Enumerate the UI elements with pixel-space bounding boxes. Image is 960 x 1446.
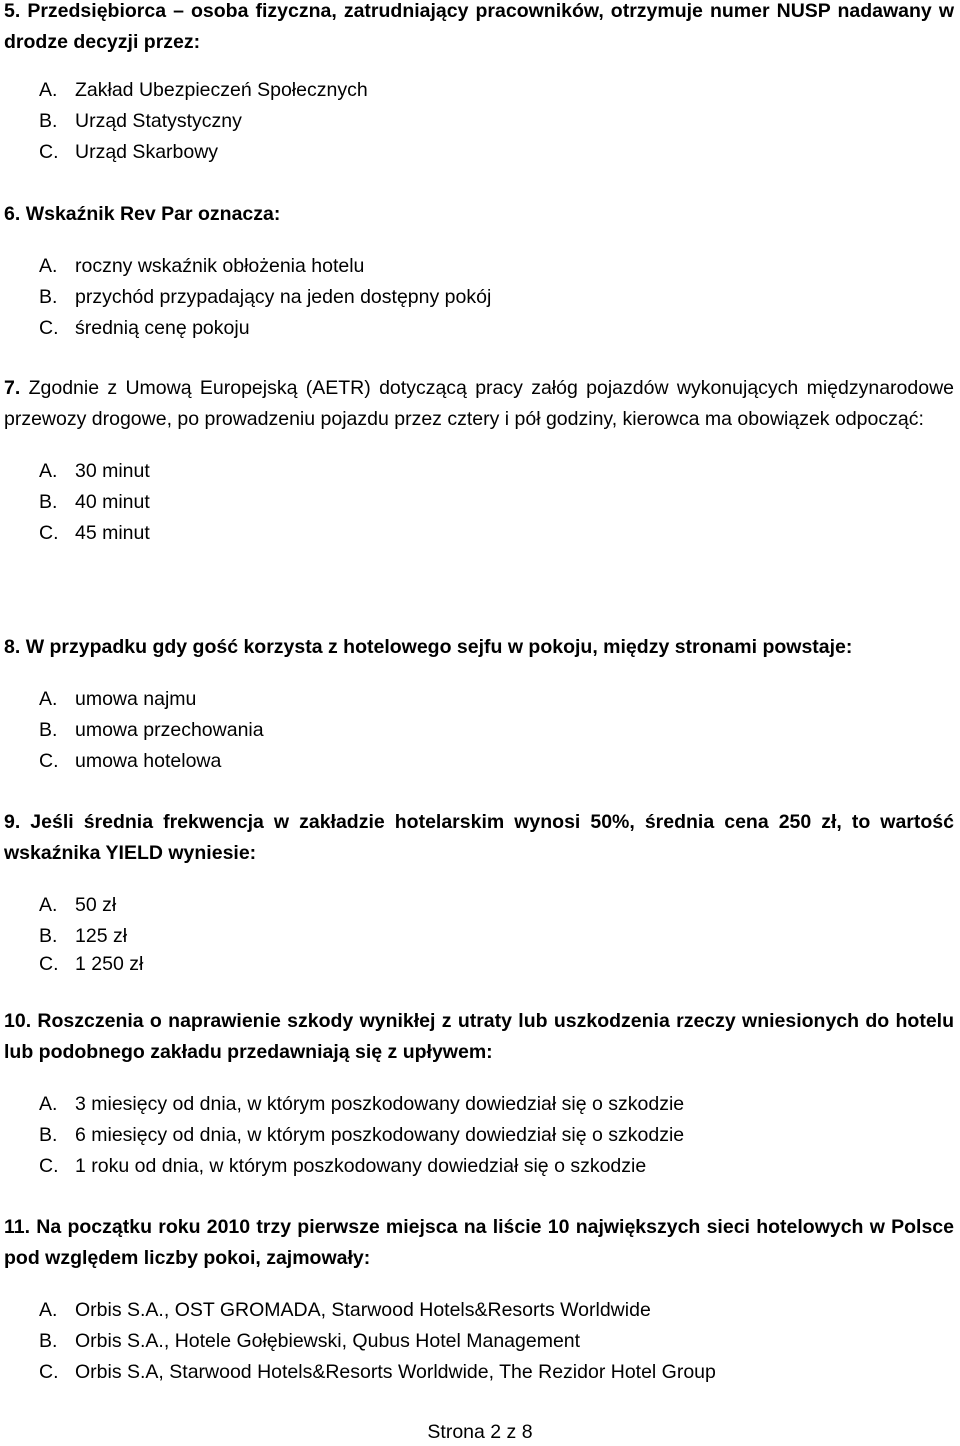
option-letter: C. bbox=[39, 317, 59, 339]
question-10 bbox=[4, 1006, 954, 1182]
option-letter: B. bbox=[39, 1330, 58, 1352]
question-10-text bbox=[4, 1006, 954, 1068]
option-letter: A. bbox=[39, 460, 58, 482]
option-letter: A. bbox=[39, 894, 58, 916]
question-number: 11. bbox=[4, 1216, 31, 1238]
question-number: 10. bbox=[4, 1010, 32, 1032]
option-text: umowa najmu bbox=[75, 688, 197, 710]
question-5-text bbox=[4, 0, 954, 58]
question-6-text bbox=[4, 199, 954, 230]
question-body: Zgodnie z Umową Europejską (AETR) dotyczącą pracy załóg pojazdów wykonujących międzynarodowe przewozy drogowe, po prowadzeniu pojazdu przez cztery i pół godziny, kierowca ma obowiązek odpocząć: bbox=[4, 377, 954, 430]
option-letter: C. bbox=[39, 141, 59, 163]
question-7 bbox=[4, 373, 954, 549]
option-b bbox=[4, 921, 954, 952]
option-text: 6 miesięcy od dnia, w którym poszkodowany dowiedział się o szkodzie bbox=[75, 1124, 685, 1146]
option-text: umowa przechowania bbox=[75, 719, 264, 741]
option-text: 1 roku od dnia, w którym poszkodowany dowiedział się o szkodzie bbox=[75, 1155, 647, 1177]
option-letter: A. bbox=[39, 1093, 58, 1115]
question-number: 9. bbox=[4, 811, 21, 833]
option-a bbox=[4, 890, 954, 921]
option-text: 50 zł bbox=[75, 894, 117, 916]
option-text: 125 zł bbox=[75, 925, 128, 947]
option-text: 40 minut bbox=[75, 491, 150, 513]
question-9 bbox=[4, 807, 954, 976]
question-number: 7. bbox=[4, 377, 21, 399]
option-c bbox=[4, 952, 954, 976]
option-letter: A. bbox=[39, 79, 58, 101]
option-text: Orbis S.A., Hotele Gołębiewski, Qubus Hotel Management bbox=[75, 1330, 581, 1352]
question-11-text bbox=[4, 1212, 954, 1274]
option-a bbox=[4, 684, 954, 715]
question-body: W przypadku gdy gość korzysta z hotelowego sejfu w pokoju, między stronami powstaje: bbox=[25, 636, 853, 658]
option-a bbox=[4, 1295, 954, 1326]
option-b bbox=[4, 106, 954, 137]
question-number: 5. bbox=[4, 0, 21, 22]
option-letter: A. bbox=[39, 1299, 58, 1321]
option-c bbox=[4, 1357, 954, 1388]
option-letter: C. bbox=[39, 1155, 59, 1177]
option-letter: B. bbox=[39, 286, 58, 308]
options-list bbox=[4, 1295, 954, 1388]
option-c bbox=[4, 518, 954, 549]
options-list bbox=[4, 75, 954, 168]
option-letter: B. bbox=[39, 491, 58, 513]
option-text: Zakład Ubezpieczeń Społecznych bbox=[75, 79, 368, 101]
options-list bbox=[4, 456, 954, 549]
option-text: 1 250 zł bbox=[75, 953, 144, 975]
option-b bbox=[4, 1120, 954, 1151]
option-b bbox=[4, 1326, 954, 1357]
options-list bbox=[4, 251, 954, 344]
option-text: umowa hotelowa bbox=[75, 750, 222, 772]
option-text: 45 minut bbox=[75, 522, 150, 544]
page-number: Strona 2 z 8 bbox=[427, 1421, 533, 1443]
option-letter: B. bbox=[39, 1124, 58, 1146]
option-letter: C. bbox=[39, 750, 59, 772]
option-c bbox=[4, 313, 954, 344]
options-list bbox=[4, 1089, 954, 1182]
question-8 bbox=[4, 632, 954, 777]
option-letter: B. bbox=[39, 719, 58, 741]
question-6 bbox=[4, 199, 954, 344]
option-c bbox=[4, 746, 954, 777]
question-8-text bbox=[4, 632, 954, 663]
question-5 bbox=[4, 0, 954, 168]
question-11 bbox=[4, 1212, 954, 1388]
option-letter: C. bbox=[39, 1361, 59, 1383]
option-letter: B. bbox=[39, 925, 58, 947]
option-text: średnią cenę pokoju bbox=[75, 317, 250, 339]
option-text: Orbis S.A., OST GROMADA, Starwood Hotels&Resorts Worldwide bbox=[75, 1299, 651, 1321]
option-letter: C. bbox=[39, 522, 59, 544]
question-body: Na początku roku 2010 trzy pierwsze miejsca na liście 10 największych sieci hotelowych w Polsce pod względem liczby pokoi, zajmowały: bbox=[4, 1216, 954, 1269]
question-9-text bbox=[4, 807, 954, 869]
options-list bbox=[4, 890, 954, 976]
option-text: Orbis S.A, Starwood Hotels&Resorts Worldwide, The Rezidor Hotel Group bbox=[75, 1361, 716, 1383]
option-b bbox=[4, 715, 954, 746]
question-body: Jeśli średnia frekwencja w zakładzie hotelarskim wynosi 50%, średnia cena 250 zł, to wartość wskaźnika YIELD wyniesie: bbox=[4, 811, 954, 864]
option-a bbox=[4, 75, 954, 106]
option-text: 30 minut bbox=[75, 460, 150, 482]
option-c bbox=[4, 1151, 954, 1182]
question-body: Roszczenia o naprawienie szkody wynikłej z utraty lub uszkodzenia rzeczy wniesionych do hotelu lub podobnego zakładu przedawniają się z upływem: bbox=[4, 1010, 954, 1063]
option-letter: C. bbox=[39, 953, 59, 975]
option-a bbox=[4, 251, 954, 282]
option-a bbox=[4, 1089, 954, 1120]
option-text: 3 miesięcy od dnia, w którym poszkodowany dowiedział się o szkodzie bbox=[75, 1093, 685, 1115]
question-number: 8. bbox=[4, 636, 21, 658]
question-body: Wskaźnik Rev Par oznacza: bbox=[25, 203, 281, 225]
question-number: 6. bbox=[4, 203, 21, 225]
question-7-text bbox=[4, 373, 954, 435]
option-c bbox=[4, 137, 954, 168]
option-letter: A. bbox=[39, 688, 58, 710]
option-text: roczny wskaźnik obłożenia hotelu bbox=[75, 255, 365, 277]
option-text: Urząd Statystyczny bbox=[75, 110, 242, 132]
option-b bbox=[4, 282, 954, 313]
option-letter: B. bbox=[39, 110, 58, 132]
option-text: przychód przypadający na jeden dostępny pokój bbox=[75, 286, 492, 308]
option-b bbox=[4, 487, 954, 518]
question-body: Przedsiębiorca – osoba fizyczna, zatrudniający pracowników, otrzymuje numer NUSP nadawany w drodze decyzji przez: bbox=[4, 0, 954, 53]
option-a bbox=[4, 456, 954, 487]
options-list bbox=[4, 684, 954, 777]
option-text: Urząd Skarbowy bbox=[75, 141, 219, 163]
option-letter: A. bbox=[39, 255, 58, 277]
